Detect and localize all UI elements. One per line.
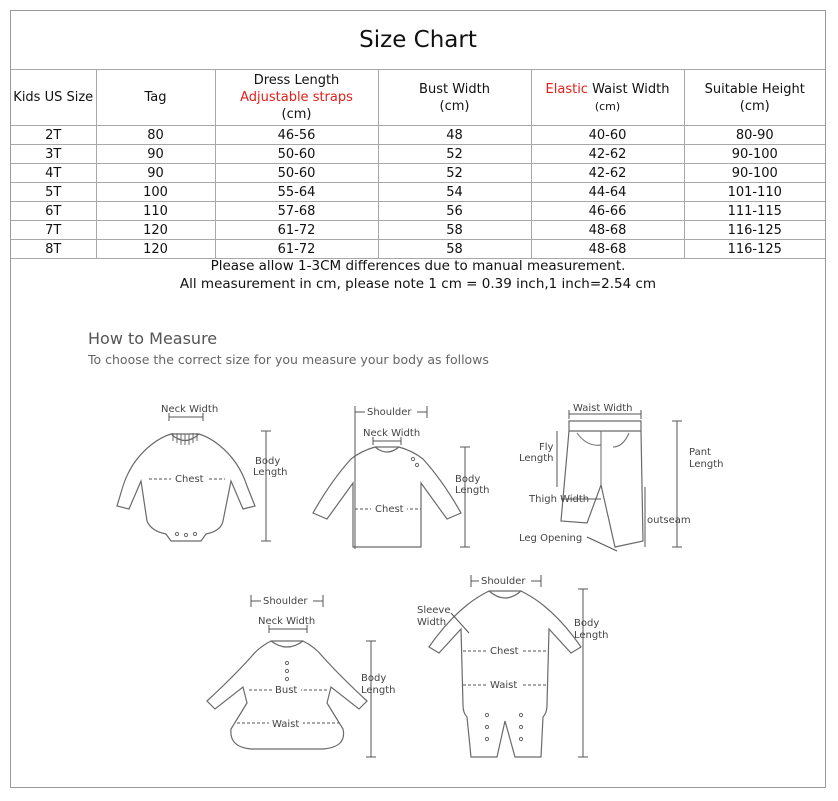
header-dress-length: Dress Length Adjustable straps (cm)	[215, 70, 378, 126]
bodysuit-neck-label: Neck Width	[161, 404, 219, 415]
sweater-length-label-2: Length	[455, 485, 490, 496]
cell-suitable-height: 111-115	[684, 202, 825, 221]
note-conversion: All measurement in cm, please note 1 cm = 0.39 inch,1 inch=2.54 cm	[179, 276, 657, 292]
dress-length-label-1: Body	[361, 673, 387, 684]
romper-chest-label: Chest	[490, 646, 519, 657]
romper-sleeve-label-2: Width	[417, 617, 447, 628]
bodysuit-length-label-1: Body	[255, 456, 281, 467]
romper-waist-label: Waist	[490, 680, 518, 691]
cell-suitable-height: 116-125	[684, 221, 825, 240]
bodysuit-length-label-2: Length	[253, 467, 288, 478]
romper-length-label-1: Body	[574, 618, 600, 629]
pants-fly-label-2: Length	[519, 453, 554, 464]
sweater-chest-label: Chest	[375, 504, 404, 515]
pants-thigh-label: Thigh Width	[529, 494, 590, 505]
cell-size: 3T	[11, 145, 96, 164]
cell-tag: 100	[96, 183, 215, 202]
cell-bust-width: 48	[378, 126, 531, 145]
cell-size: 6T	[11, 202, 96, 221]
pants-fly-label-1: Fly	[539, 442, 554, 453]
dress-length-label-2: Length	[361, 685, 396, 696]
pants-length-label-2: Length	[689, 459, 724, 470]
cell-tag: 90	[96, 164, 215, 183]
cell-suitable-height: 101-110	[684, 183, 825, 202]
cell-suitable-height: 80-90	[684, 126, 825, 145]
cell-size: 2T	[11, 126, 96, 145]
how-to-measure-subtitle: To choose the correct size for you measure your body as follows	[88, 352, 489, 367]
dress-neck-label: Neck Width	[258, 616, 316, 627]
cell-size: 5T	[11, 183, 96, 202]
romper-diagram	[417, 575, 609, 757]
cell-waist-width: 44-64	[531, 183, 684, 202]
cell-size: 8T	[11, 240, 96, 259]
cell-suitable-height: 116-125	[684, 240, 825, 259]
how-to-measure-title: How to Measure	[88, 329, 218, 348]
sweater-length-label-1: Body	[455, 474, 481, 485]
bodysuit-diagram	[117, 404, 288, 541]
cell-bust-width: 58	[378, 221, 531, 240]
dress-bust-label: Bust	[275, 685, 298, 696]
cell-dress-length: 50-60	[215, 164, 378, 183]
cell-waist-width: 48-68	[531, 221, 684, 240]
note-differences: Please allow 1-3CM differences due to manual measurement.	[210, 258, 626, 274]
cell-suitable-height: 90-100	[684, 164, 825, 183]
cell-suitable-height: 90-100	[684, 145, 825, 164]
dress-waist-label: Waist	[272, 719, 300, 730]
cell-waist-width: 42-62	[531, 145, 684, 164]
chart-title: Size Chart	[11, 11, 825, 70]
cell-dress-length: 50-60	[215, 145, 378, 164]
cell-waist-width: 48-68	[531, 240, 684, 259]
header-bust-width: Bust Width (cm)	[378, 70, 531, 126]
cell-size: 7T	[11, 221, 96, 240]
pants-length-label-1: Pant	[689, 447, 711, 458]
cell-waist-width: 42-62	[531, 164, 684, 183]
romper-shoulder-label: Shoulder	[481, 576, 526, 587]
cell-dress-length: 46-56	[215, 126, 378, 145]
cell-dress-length: 55-64	[215, 183, 378, 202]
size-chart-frame	[10, 10, 826, 788]
cell-bust-width: 54	[378, 183, 531, 202]
cell-tag: 120	[96, 240, 215, 259]
cell-waist-width: 46-66	[531, 202, 684, 221]
header-waist-width: Elastic Waist Width (cm)	[531, 70, 684, 126]
header-suitable-height: Suitable Height (cm)	[684, 70, 825, 126]
cell-size: 4T	[11, 164, 96, 183]
cell-tag: 80	[96, 126, 215, 145]
cell-bust-width: 58	[378, 240, 531, 259]
romper-sleeve-label-1: Sleeve	[417, 605, 451, 616]
cell-waist-width: 40-60	[531, 126, 684, 145]
cell-dress-length: 57-68	[215, 202, 378, 221]
header-tag: Tag	[96, 70, 215, 126]
measurement-diagrams	[11, 11, 827, 789]
cell-dress-length: 61-72	[215, 240, 378, 259]
dress-shoulder-label: Shoulder	[263, 596, 308, 607]
pants-outseam-label: outseam	[647, 515, 691, 526]
header-size: Kids US Size	[11, 70, 96, 126]
cell-dress-length: 61-72	[215, 221, 378, 240]
cell-bust-width: 56	[378, 202, 531, 221]
pants-waist-label: Waist Width	[573, 403, 633, 414]
cell-tag: 110	[96, 202, 215, 221]
pants-diagram	[519, 403, 724, 551]
cell-bust-width: 52	[378, 145, 531, 164]
pants-leg-opening-label: Leg Opening	[519, 533, 583, 544]
sweater-diagram	[313, 405, 490, 549]
cell-bust-width: 52	[378, 164, 531, 183]
cell-tag: 90	[96, 145, 215, 164]
dress-diagram	[207, 595, 396, 757]
sweater-neck-label: Neck Width	[363, 428, 421, 439]
romper-length-label-2: Length	[574, 630, 609, 641]
cell-tag: 120	[96, 221, 215, 240]
bodysuit-chest-label: Chest	[175, 474, 204, 485]
sweater-shoulder-label: Shoulder	[367, 407, 412, 418]
